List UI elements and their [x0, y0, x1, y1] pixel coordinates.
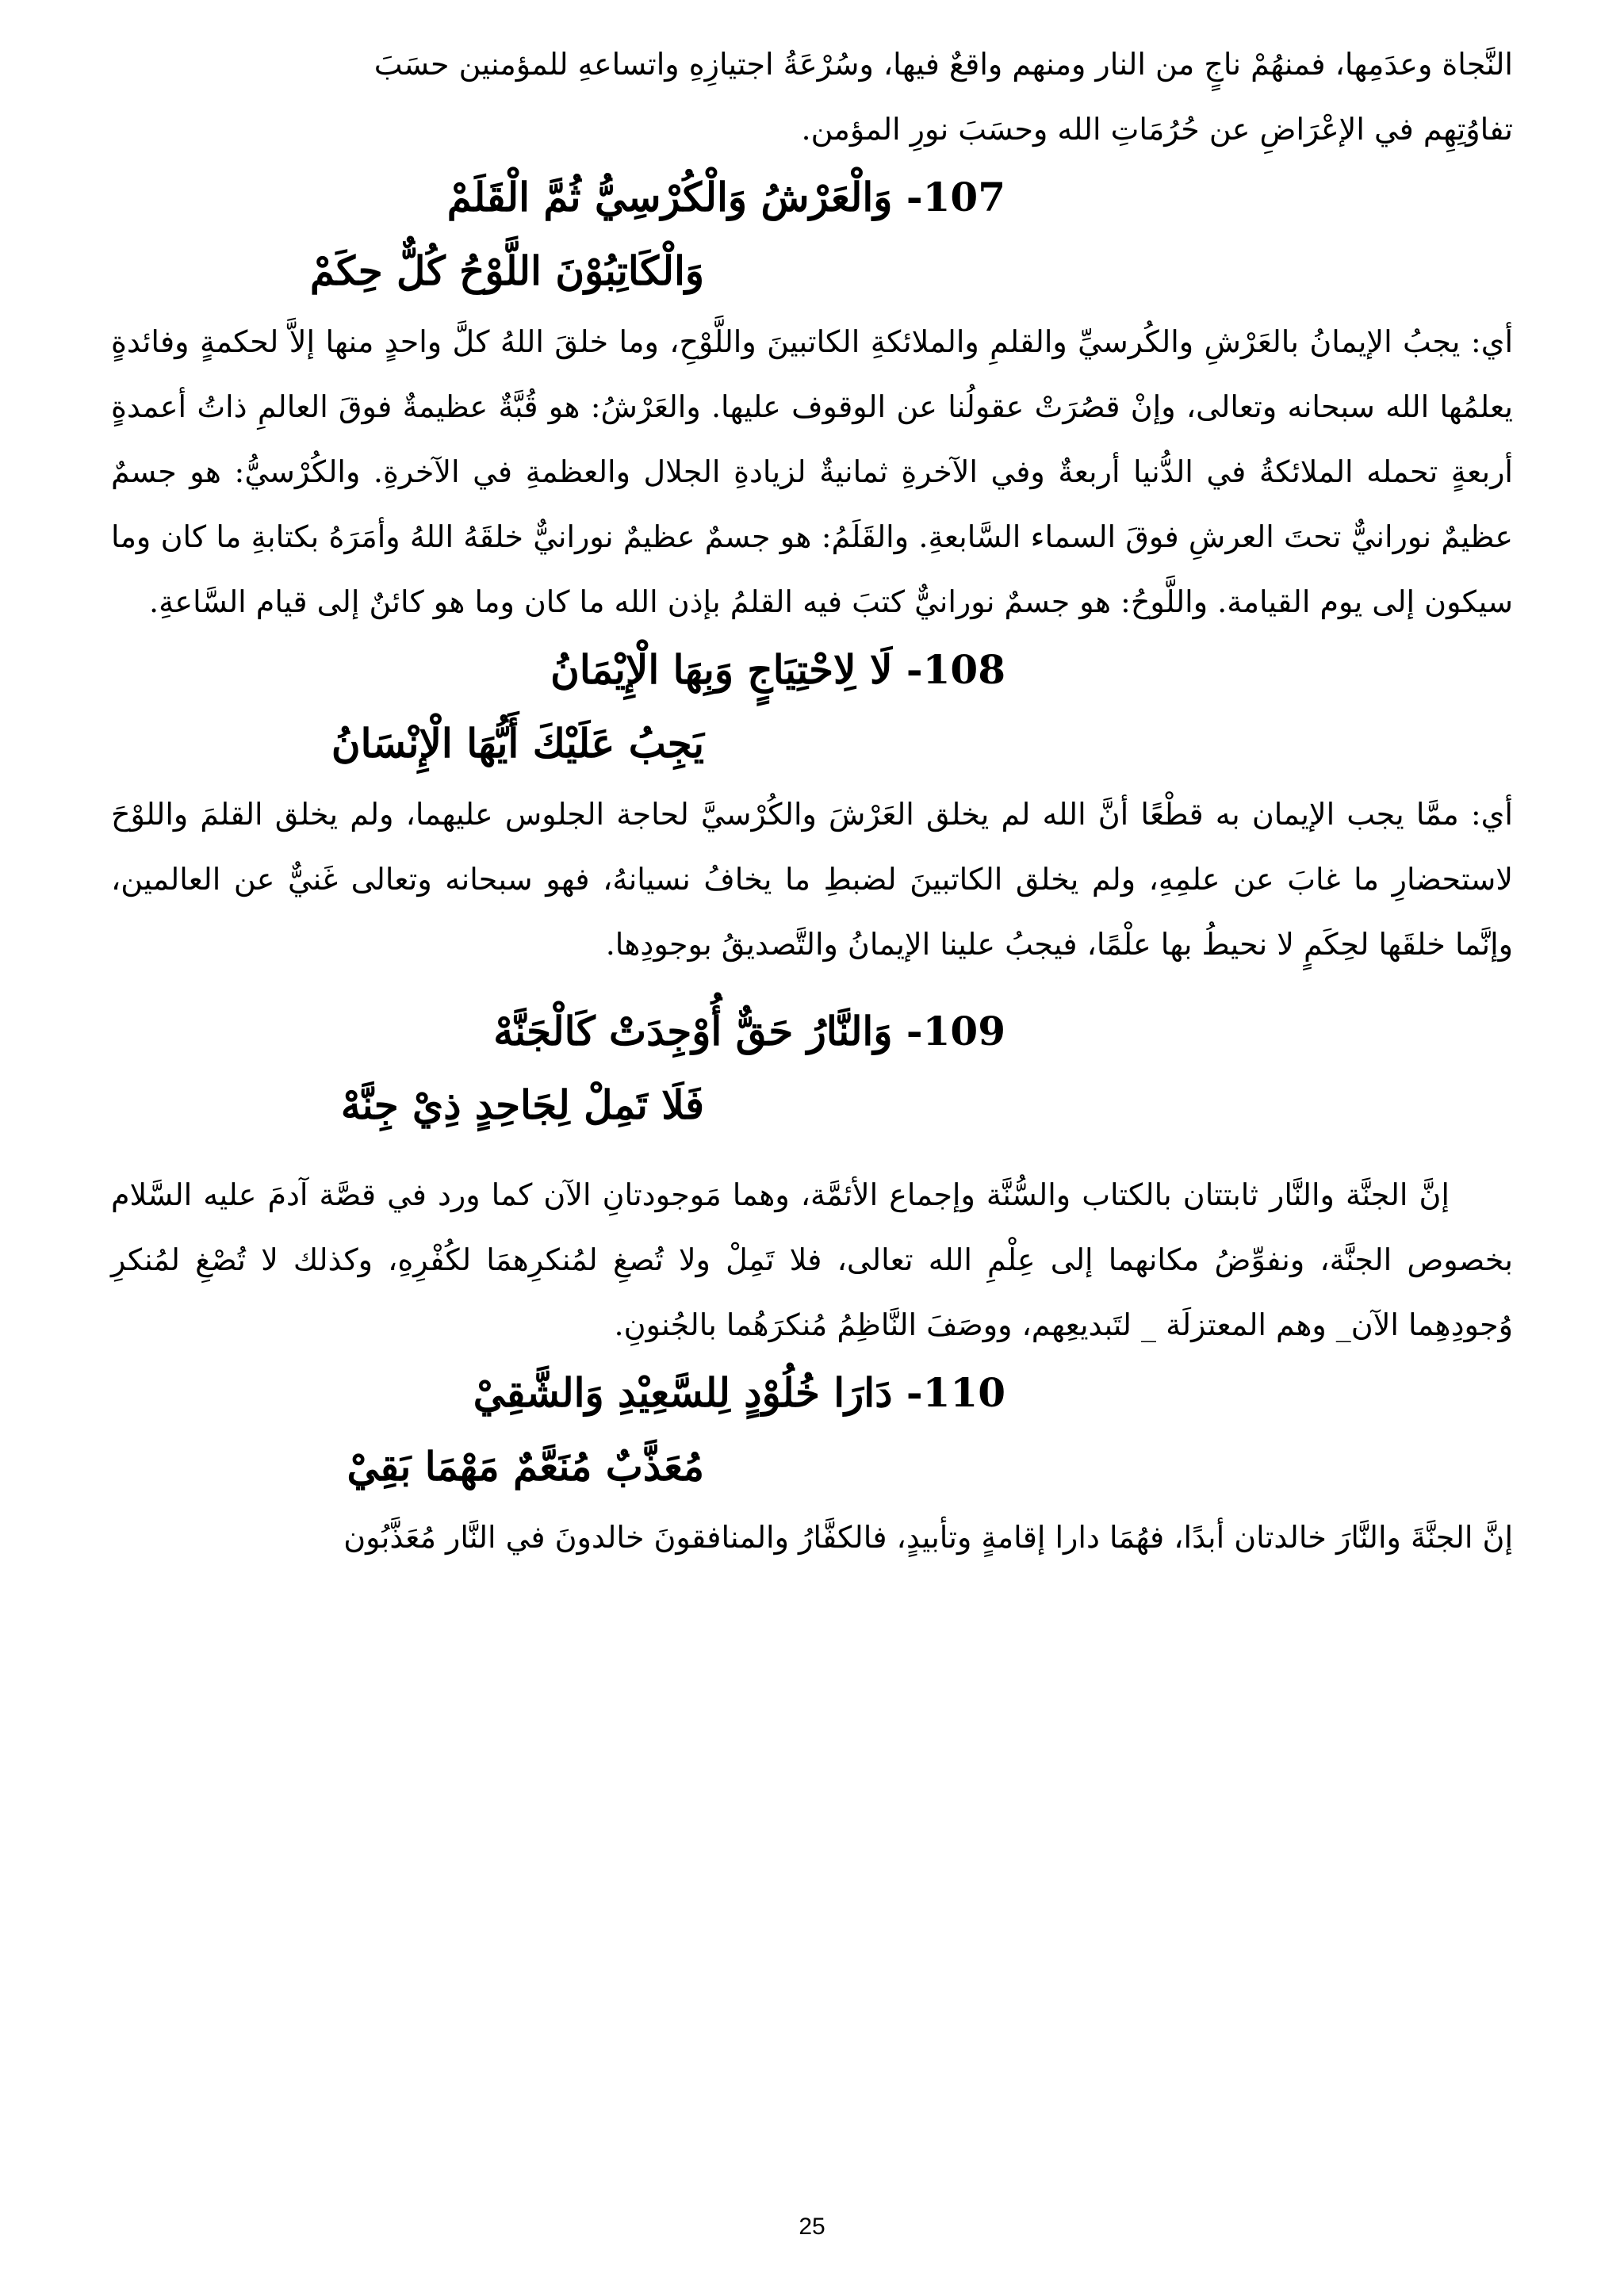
intro-paragraph: [111, 32, 1513, 162]
spacer: [111, 977, 1513, 996]
commentary-108: أي: ممَّا يجب الإيمان به قطْعًا أنَّ الله لم يخلق العَرْشَ والكُرْسيَّ لحاجة الجلوس عليهما، ولم يخلق القلمَ واللوْحَ لاستحضارِ ما غابَ عن علمِهِ، ولم يخلق الكاتبينَ لضبطِ ما يخافُ نسيانهُ، فهو سبحانه وتعالى غَنيٌّ عن العالمين، وإنَّما خلقَها لحِكَمٍ لا نحيطُ بها علْمًا، فيجبُ علينا الإيمانُ والتَّصديقُ بوجودِها.: [111, 797, 1513, 962]
verse-110-line-2: مُعَذَّبٌ مُنَعَّمٌ مَهْمَا بَقِيْ: [347, 1443, 704, 1490]
verse-109-line-2: فَلَا تَمِلْ لِجَاحِدٍ ذِيْ جِنَّهْ: [340, 1081, 704, 1128]
spacer: [111, 1143, 1513, 1162]
verse-110-line-1: 110- دَارَا خُلُوْدٍ لِلسَّعِيْدِ وَالشَّقِيْ: [473, 1369, 1005, 1416]
verse-108-line-2: يَجِبُ عَلَيْكَ أَيُّهَا الْإِنْسَانُ: [331, 720, 704, 767]
commentary-107: أي: يجبُ الإيمانُ بالعَرْشِ والكُرسيِّ والقلمِ والملائكةِ الكاتبينَ واللَّوْحِ، وما خلقَ اللهُ كلَّ واحدٍ منها إلاَّ لحكمةٍ وفائدةٍ يعلمُها الله سبحانه وتعالى، وإنْ قصُرَتْ عقولُنا عن الوقوف عليها. والعَرْشُ: هو قُبَّةٌ عظيمةٌ فوقَ العالمِ ذاتُ أعمدةٍ أربعةٍ تحمله الملائكةُ في الدُّنيا أربعةٌ وفي الآخرةِ ثمانيةٌ لزيادةِ الجلال والعظمةِ في الآخرةِ. والكُرْسيُّ: هو جسمٌ عظيمٌ نورانيٌّ تحتَ العرشِ فوقَ السماء السَّابعةِ. والقَلَمُ: هو جسمٌ عظيمٌ نورانيٌّ خلقَهُ اللهُ وأمَرَهُ بكتابةِ ما كان وما سيكون إلى يوم القيامة. واللَّوحُ: هو جسمٌ نورانيٌّ كتبَ فيه القلمُ بإذن الله ما كان وما هو كائنٌ إلى قيام السَّاعةِ.: [111, 324, 1513, 619]
text-column: [111, 32, 1513, 1570]
verse-108-line-1: 108- لَا لِاحْتِيَاجٍ وَبِهَا الْإِيْمَانُ: [550, 646, 1005, 693]
verse-107-line-1: 107- وَالْعَرْشُ وَالْكُرْسِيُّ ثُمَّ الْقَلَمْ: [446, 174, 1005, 220]
commentary-110: إنَّ الجنَّةَ والنَّارَ خالدتان أبدًا، فهُمَا دارا إقامةٍ وتأبيدٍ، فالكفَّارُ والمنافقونَ خالدونَ في النَّار مُعَذَّبُون: [343, 1520, 1513, 1555]
verse-109-line-1: 109- وَالنَّارُ حَقٌّ أُوْجِدَتْ كَالْجَنَّهْ: [493, 1008, 1005, 1054]
commentary-109: إنَّ الجنَّة والنَّار ثابتتان بالكتاب والسُّنَّة وإجماع الأئمَّة، وهما مَوجودتانِ الآن كما ورد في قصَّة آدمَ عليه السَّلام بخصوص الجنَّة، ونفوِّضُ مكانهما إلى عِلْمِ الله تعالى، فلا تَمِلْ ولا تُصغِ لمُنكرِهمَا لكُفْرِهِ، وكذلك لا تُصْغِ لمُنكرِ وُجودِهِما الآن_ وهم المعتزلَة _ لتَبديعِهم، ووصَفَ النَّاظِمُ مُنكرَهُما بالجُنونِ.: [111, 1177, 1513, 1342]
intro-line-2: تفاوُتِهِم في الإعْرَاضِ عن حُرُمَاتِ الله وحسَبَ نورِ المؤمن.: [801, 112, 1513, 147]
intro-line-1: النَّجاة وعدَمِها، فمنهُمْ ناجٍ من النار ومنهم واقعٌ فيها، وسُرْعَةُ اجتيازِهِ واتساعهِ للمؤمنين حسَبَ: [373, 47, 1513, 82]
verse-107-line-2: وَالْكَاتِبُوْنَ اللَّوْحُ كُلٌّ حِكَمْ: [309, 247, 704, 294]
page-number: 25: [799, 2214, 825, 2240]
